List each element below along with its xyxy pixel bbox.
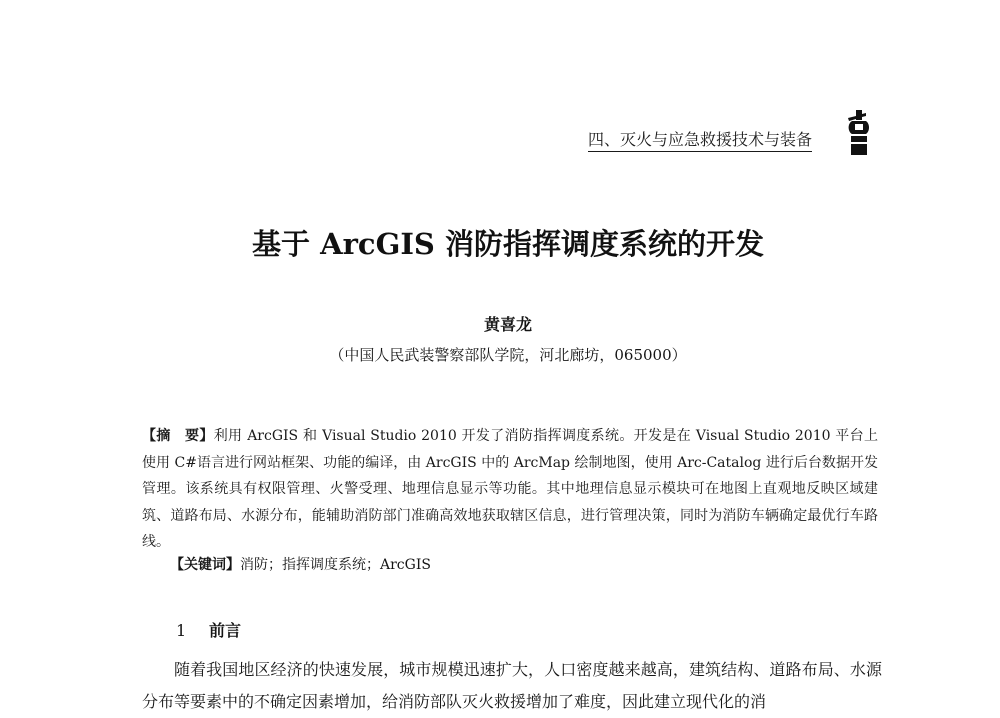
section-number: 1 — [176, 621, 187, 640]
abstract-text: 利用 ArcGIS 和 Visual Studio 2010 开发了消防指挥调度系统。开发是在 Visual Studio 2010 平台上使用 C#语言进行网站框架、功能的编译，由 ArcGIS 中的 ArcMap 绘制地图，使用 Arc-Catalog 进行后台数据开发管理。该系统具有权限管理、火警受理、地理信息显示等功能。其中地理信息显示模块可在地图上直观地反映区域建筑、道路布局、水源分布，能辅助消防部门准确高效地获取辖区信息，进行管理决策，同时为消防车辆确定最优行车路线。 — [142, 428, 878, 550]
section-body-text: 随着我国地区经济的快速发展，城市规模迅速扩大，人口密度越来越高，建筑结构、道路布局、水源分布等要素中的不确定因素增加，给消防部队灭火救援增加了难度，因此建立现代化的消 — [142, 660, 882, 711]
fire-extinguisher-icon — [842, 108, 876, 156]
author-affiliation: （中国人民武装警察部队学院，河北廊坊，065000） — [329, 346, 687, 364]
abstract — [142, 423, 878, 556]
abstract-label: 【摘 要】 — [142, 428, 214, 444]
keywords-text: 消防；指挥调度系统；ArcGIS — [240, 557, 431, 573]
section-header: 四、灭火与应急救援技术与装备 — [588, 130, 812, 152]
author-name: 黄喜龙 — [483, 315, 532, 334]
section-title: 前言 — [209, 621, 242, 640]
paper-title: 基于 ArcGIS 消防指挥调度系统的开发 — [252, 227, 764, 261]
keywords-label: 【关键词】 — [170, 557, 240, 573]
keywords — [170, 553, 431, 577]
section-heading — [176, 620, 241, 642]
